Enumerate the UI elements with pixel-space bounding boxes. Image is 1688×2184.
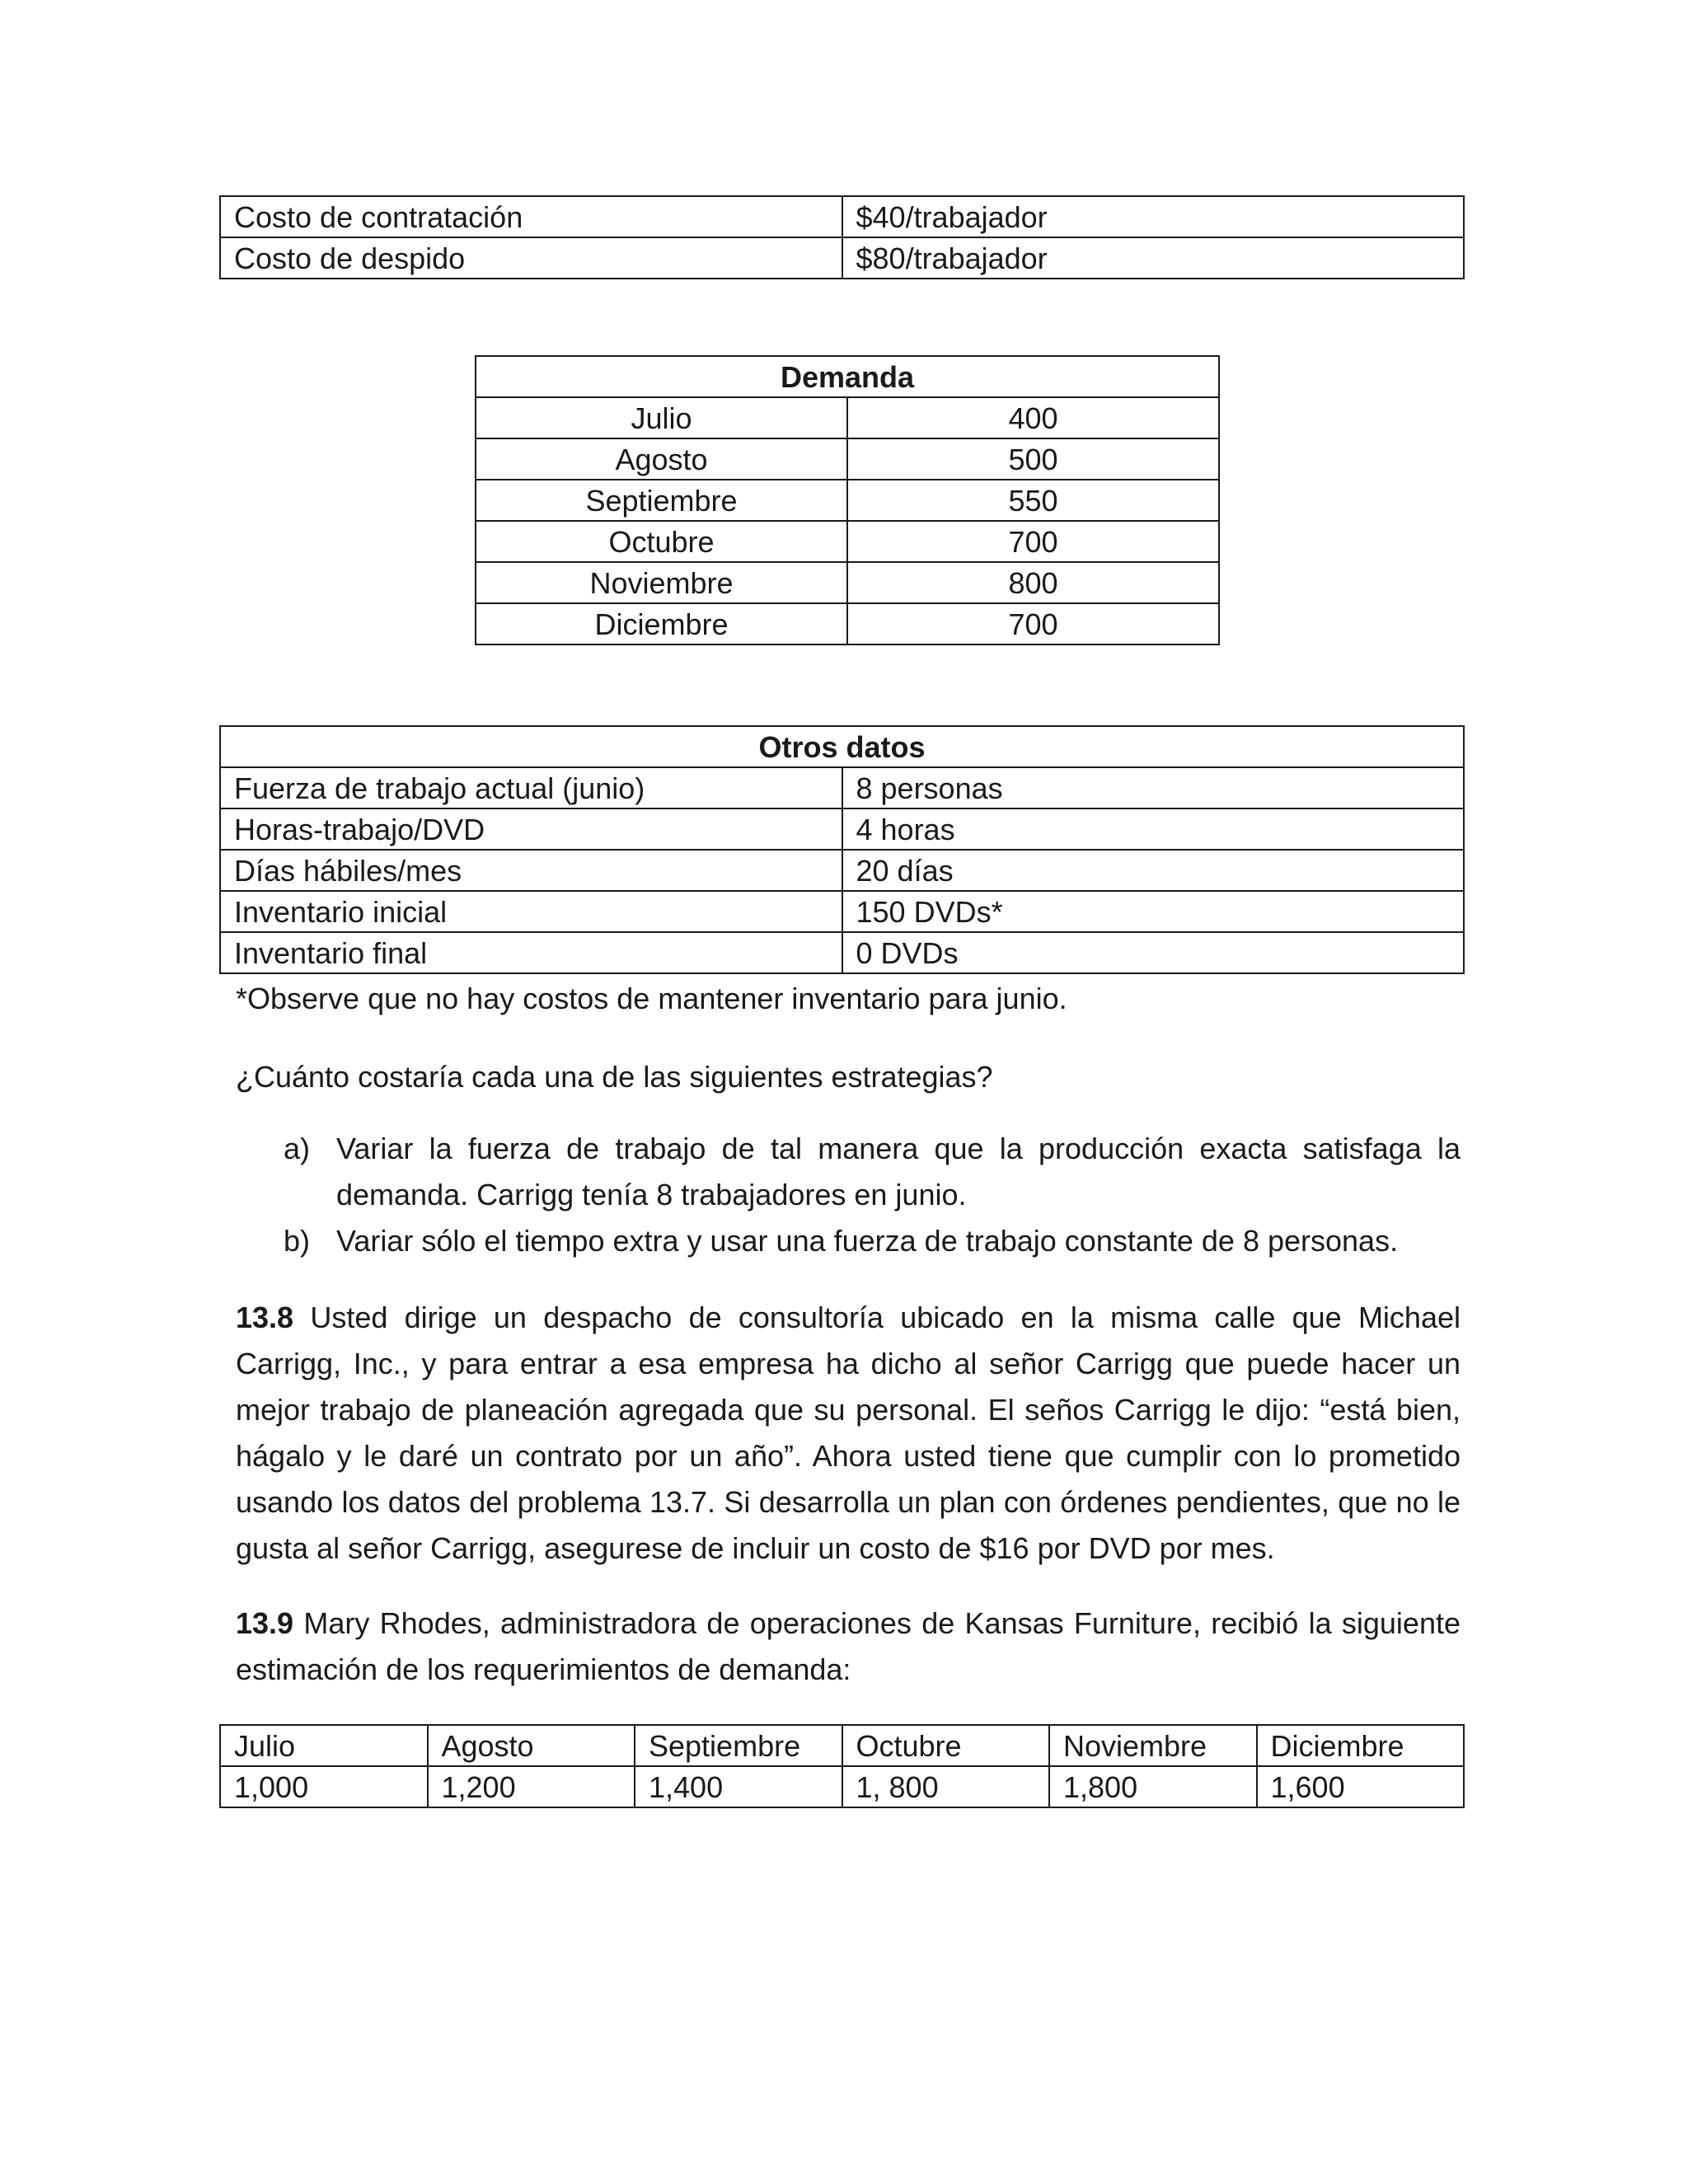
list-item-text: Variar sólo el tiempo extra y usar una fuerza de trabajo constante de 8 personas. — [336, 1224, 1399, 1258]
table-row — [220, 932, 1464, 973]
problem-13-8 — [236, 1295, 1461, 1572]
footnote: *Observe que no hay costos de mantener inventario para junio. — [236, 982, 1067, 1015]
demand-value: 1, 800 — [842, 1766, 1050, 1807]
table-header-row — [476, 356, 1219, 397]
month-header: Diciembre — [1257, 1725, 1465, 1766]
month-cell: Octubre — [476, 521, 847, 562]
table-row — [476, 562, 1219, 603]
month-cell: Diciembre — [476, 603, 847, 644]
month-header: Octubre — [842, 1725, 1050, 1766]
data-label: Inventario inicial — [220, 891, 842, 932]
data-value: 20 días — [842, 850, 1465, 891]
demand-value: 1,600 — [1257, 1766, 1465, 1807]
problem-number: 13.9 — [236, 1606, 294, 1640]
data-value: 4 horas — [842, 808, 1465, 850]
data-value: 150 DVDs* — [842, 891, 1465, 932]
problem-13-9 — [236, 1601, 1461, 1693]
cost-label: Costo de despido — [220, 237, 842, 279]
strategy-list — [236, 1126, 1461, 1264]
list-item — [236, 1218, 1461, 1264]
demand-table — [475, 355, 1220, 645]
list-marker: b) — [284, 1224, 311, 1258]
problem-text: Usted dirige un despacho de consultoría ubicado en la misma calle que Michael Carrigg, Inc., y para entrar a esa empresa ha dicho al señor Carrigg que puede hacer un mejor trabajo de planeación agregada que su personal. El seños Carrigg le dijo: “está bien, hágalo y le daré un contrato por un año”. Ahora usted tiene que cumplir con lo prometido usando los datos del problema 13.7. Si desarrolla un plan con órdenes pendientes, que no le gusta al señor Carrigg, asegurese de incluir un costo de $16 por DVD por mes. — [236, 1301, 1461, 1565]
cost-value: $40/trabajador — [842, 196, 1465, 237]
monthly-demand-table — [219, 1724, 1465, 1808]
table-row — [476, 521, 1219, 562]
month-header: Agosto — [428, 1725, 635, 1766]
table-row — [476, 438, 1219, 480]
month-header: Noviembre — [1049, 1725, 1257, 1766]
month-cell: Noviembre — [476, 562, 847, 603]
cost-value: $80/trabajador — [842, 237, 1465, 279]
demand-cell: 500 — [847, 438, 1219, 480]
demand-cell: 400 — [847, 397, 1219, 438]
table-header-row — [220, 726, 1464, 767]
table-row — [220, 767, 1464, 808]
list-item-text: Variar la fuerza de trabajo de tal manera que la producción exacta satisfaga la demanda. Carrigg tenía 8 trabajadores en junio. — [336, 1132, 1461, 1212]
table-row — [220, 237, 1464, 279]
table-row — [476, 397, 1219, 438]
demand-table-title: Demanda — [476, 356, 1219, 397]
demand-cell: 550 — [847, 480, 1219, 521]
table-row — [220, 808, 1464, 850]
other-table-title: Otros datos — [220, 726, 1464, 767]
data-label: Inventario final — [220, 932, 842, 973]
month-cell: Julio — [476, 397, 847, 438]
cost-label: Costo de contratación — [220, 196, 842, 237]
table-row — [476, 480, 1219, 521]
month-header: Julio — [220, 1725, 428, 1766]
table-row — [220, 1766, 1464, 1807]
demand-cell: 700 — [847, 603, 1219, 644]
table-row — [220, 891, 1464, 932]
data-label: Horas-trabajo/DVD — [220, 808, 842, 850]
demand-cell: 700 — [847, 521, 1219, 562]
month-header: Septiembre — [635, 1725, 842, 1766]
table-row — [220, 850, 1464, 891]
demand-cell: 800 — [847, 562, 1219, 603]
list-marker: a) — [284, 1132, 311, 1165]
data-label: Días hábiles/mes — [220, 850, 842, 891]
table-header-row — [220, 1725, 1464, 1766]
list-item — [236, 1126, 1461, 1218]
demand-value: 1,800 — [1049, 1766, 1257, 1807]
demand-value: 1,400 — [635, 1766, 842, 1807]
data-value: 8 personas — [842, 767, 1465, 808]
data-label: Fuerza de trabajo actual (junio) — [220, 767, 842, 808]
costs-table — [219, 195, 1465, 279]
question: ¿Cuánto costaría cada una de las siguientes estrategias? — [236, 1060, 993, 1094]
demand-value: 1,200 — [428, 1766, 635, 1807]
data-value: 0 DVDs — [842, 932, 1465, 973]
demand-value: 1,000 — [220, 1766, 428, 1807]
table-row — [220, 196, 1464, 237]
other-data-table — [219, 725, 1465, 974]
table-row — [476, 603, 1219, 644]
problem-text: Mary Rhodes, administradora de operaciones de Kansas Furniture, recibió la siguiente estimación de los requerimientos de demanda: — [236, 1606, 1461, 1686]
month-cell: Agosto — [476, 438, 847, 480]
month-cell: Septiembre — [476, 480, 847, 521]
problem-number: 13.8 — [236, 1301, 294, 1334]
